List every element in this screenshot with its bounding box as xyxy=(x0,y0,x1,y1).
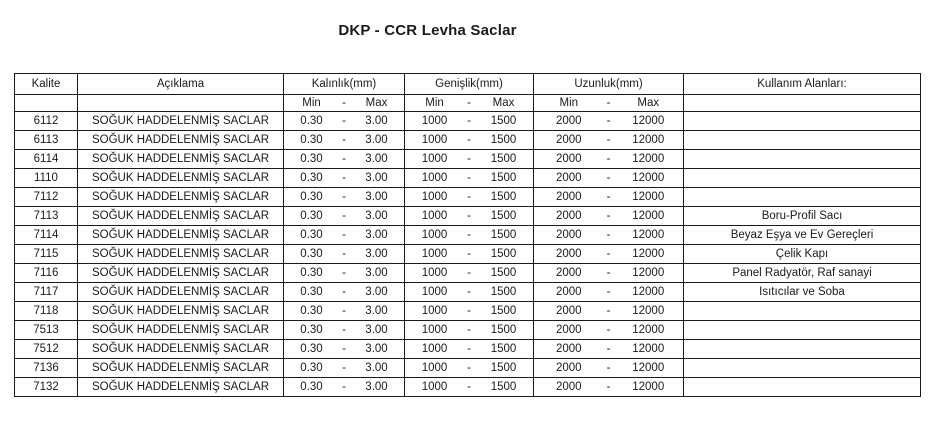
kalinlik-max-value: 3.00 xyxy=(365,172,388,184)
kalinlik-max-value: 3.00 xyxy=(365,153,388,165)
kalinlik-cell xyxy=(284,207,405,226)
kullanim-cell: Çelik Kapı xyxy=(684,245,921,264)
kalinlik-max-value: 3.00 xyxy=(365,248,388,260)
kalinlik-cell xyxy=(284,169,405,188)
genislik-max-value: 1500 xyxy=(490,134,517,146)
kalinlik-min-value: 0.30 xyxy=(300,362,323,374)
max-label: Max xyxy=(637,97,660,109)
genislik-max-value: 1500 xyxy=(490,267,517,279)
genislik-min-value: 1000 xyxy=(421,229,448,241)
kalinlik-min-value: 0.30 xyxy=(300,134,323,146)
uzunluk-min-value: 2000 xyxy=(555,115,582,127)
aciklama-cell: SOĞUK HADDELENMİŞ SACLAR xyxy=(78,321,284,340)
genislik-max-value: 1500 xyxy=(490,343,517,355)
kalinlik-max-value: 3.00 xyxy=(365,381,388,393)
uzunluk-cell xyxy=(534,112,684,131)
aciklama-cell: SOĞUK HADDELENMİŞ SACLAR xyxy=(78,245,284,264)
genislik-cell xyxy=(405,378,534,397)
genislik-min-value: 1000 xyxy=(421,381,448,393)
range-dash: - xyxy=(467,343,471,355)
min-label: Min xyxy=(425,97,444,109)
table-row xyxy=(15,283,921,302)
uzunluk-cell xyxy=(534,283,684,302)
kalinlik-min-value: 0.30 xyxy=(300,248,323,260)
uzunluk-max-value: 12000 xyxy=(632,324,665,336)
kullanim-cell xyxy=(684,169,921,188)
genislik-cell xyxy=(405,188,534,207)
genislik-max-value: 1500 xyxy=(490,172,517,184)
table-body xyxy=(15,74,921,397)
range-dash: - xyxy=(606,286,611,298)
range-dash: - xyxy=(467,248,471,260)
range-dash: - xyxy=(467,362,471,374)
kalite-cell: 7116 xyxy=(15,264,78,283)
genislik-cell xyxy=(405,112,534,131)
table-row xyxy=(15,359,921,378)
kalinlik-cell xyxy=(284,359,405,378)
uzunluk-min-value: 2000 xyxy=(555,286,582,298)
genislik-min-value: 1000 xyxy=(421,324,448,336)
kullanim-cell xyxy=(684,359,921,378)
kalite-cell: 6112 xyxy=(15,112,78,131)
genislik-min-value: 1000 xyxy=(421,115,448,127)
uzunluk-max-value: 12000 xyxy=(632,248,665,260)
genislik-min-value: 1000 xyxy=(421,134,448,146)
genislik-min-value: 1000 xyxy=(421,210,448,222)
kalinlik-min-value: 0.30 xyxy=(300,153,323,165)
genislik-min-value: 1000 xyxy=(421,153,448,165)
table-row xyxy=(15,302,921,321)
genislik-cell xyxy=(405,245,534,264)
kalinlik-max-value: 3.00 xyxy=(365,115,388,127)
uzunluk-max-value: 12000 xyxy=(632,134,665,146)
kalinlik-max-value: 3.00 xyxy=(365,229,388,241)
range-dash: - xyxy=(606,324,611,336)
kalinlik-max-value: 3.00 xyxy=(365,343,388,355)
kullanim-cell: Panel Radyatör, Raf sanayi xyxy=(684,264,921,283)
uzunluk-cell xyxy=(534,378,684,397)
header-genislik: Genişlik(mm) xyxy=(405,74,534,95)
kullanim-cell: Isıtıcılar ve Soba xyxy=(684,283,921,302)
uzunluk-cell xyxy=(534,321,684,340)
range-dash: - xyxy=(467,305,471,317)
range-dash: - xyxy=(342,97,346,109)
kalinlik-max-value: 3.00 xyxy=(365,286,388,298)
kullanim-cell xyxy=(684,188,921,207)
kalinlik-cell xyxy=(284,112,405,131)
kullanim-cell: Boru-Profil Sacı xyxy=(684,207,921,226)
kullanim-cell xyxy=(684,131,921,150)
genislik-max-value: 1500 xyxy=(490,324,517,336)
range-dash: - xyxy=(606,267,611,279)
range-dash: - xyxy=(467,267,471,279)
uzunluk-cell xyxy=(534,340,684,359)
kalinlik-max-value: 3.00 xyxy=(365,305,388,317)
uzunluk-min-value: 2000 xyxy=(555,324,582,336)
range-dash: - xyxy=(606,229,611,241)
kullanim-cell xyxy=(684,340,921,359)
uzunluk-max-value: 12000 xyxy=(632,210,665,222)
genislik-min-value: 1000 xyxy=(421,305,448,317)
aciklama-cell: SOĞUK HADDELENMİŞ SACLAR xyxy=(78,340,284,359)
range-dash: - xyxy=(342,248,346,260)
header-uzunluk: Uzunluk(mm) xyxy=(534,74,684,95)
aciklama-cell: SOĞUK HADDELENMİŞ SACLAR xyxy=(78,283,284,302)
genislik-min-value: 1000 xyxy=(421,267,448,279)
table-row xyxy=(15,207,921,226)
kalinlik-min-value: 0.30 xyxy=(300,191,323,203)
uzunluk-min-value: 2000 xyxy=(555,362,582,374)
table-row xyxy=(15,169,921,188)
spec-table xyxy=(14,73,921,397)
range-dash: - xyxy=(467,229,471,241)
table-row xyxy=(15,321,921,340)
table-row xyxy=(15,226,921,245)
range-dash: - xyxy=(467,381,471,393)
kalite-cell: 7118 xyxy=(15,302,78,321)
kalinlik-max-value: 3.00 xyxy=(365,191,388,203)
uzunluk-min-value: 2000 xyxy=(555,267,582,279)
uzunluk-max-value: 12000 xyxy=(632,305,665,317)
kalinlik-max-value: 3.00 xyxy=(365,134,388,146)
aciklama-cell: SOĞUK HADDELENMİŞ SACLAR xyxy=(78,169,284,188)
range-dash: - xyxy=(342,286,346,298)
min-label: Min xyxy=(302,97,321,109)
genislik-cell xyxy=(405,359,534,378)
range-dash: - xyxy=(342,362,346,374)
kalite-cell: 7132 xyxy=(15,378,78,397)
range-dash: - xyxy=(342,115,346,127)
range-dash: - xyxy=(606,305,611,317)
kalinlik-cell xyxy=(284,245,405,264)
range-dash: - xyxy=(342,305,346,317)
range-dash: - xyxy=(342,172,346,184)
uzunluk-cell xyxy=(534,302,684,321)
kalinlik-max-value: 3.00 xyxy=(365,324,388,336)
kalite-cell: 7112 xyxy=(15,188,78,207)
kalinlik-cell xyxy=(284,340,405,359)
kalinlik-min-value: 0.30 xyxy=(300,381,323,393)
table-row xyxy=(15,378,921,397)
header-kullanim: Kullanım Alanları: xyxy=(684,74,921,95)
range-dash: - xyxy=(606,381,611,393)
uzunluk-max-value: 12000 xyxy=(632,286,665,298)
kalinlik-min-value: 0.30 xyxy=(300,229,323,241)
kalite-cell: 7513 xyxy=(15,321,78,340)
header-row xyxy=(15,74,921,95)
uzunluk-min-value: 2000 xyxy=(555,305,582,317)
range-dash: - xyxy=(606,172,611,184)
kalinlik-min-value: 0.30 xyxy=(300,286,323,298)
uzunluk-cell xyxy=(534,169,684,188)
range-dash: - xyxy=(606,134,611,146)
kullanim-cell xyxy=(684,378,921,397)
uzunluk-cell xyxy=(534,131,684,150)
kalinlik-cell xyxy=(284,131,405,150)
aciklama-cell: SOĞUK HADDELENMİŞ SACLAR xyxy=(78,264,284,283)
aciklama-cell: SOĞUK HADDELENMİŞ SACLAR xyxy=(78,207,284,226)
header-kalinlik: Kalınlık(mm) xyxy=(284,74,405,95)
kalinlik-cell xyxy=(284,321,405,340)
table-row xyxy=(15,131,921,150)
kalinlik-cell xyxy=(284,226,405,245)
genislik-min-value: 1000 xyxy=(421,191,448,203)
range-dash: - xyxy=(342,210,346,222)
aciklama-cell: SOĞUK HADDELENMİŞ SACLAR xyxy=(78,378,284,397)
genislik-min-value: 1000 xyxy=(421,286,448,298)
aciklama-cell: SOĞUK HADDELENMİŞ SACLAR xyxy=(78,302,284,321)
range-dash: - xyxy=(606,343,611,355)
subheader-kalite-empty xyxy=(15,95,78,112)
kullanim-cell xyxy=(684,150,921,169)
uzunluk-max-value: 12000 xyxy=(632,172,665,184)
page-title: DKP - CCR Levha Saclar xyxy=(338,22,517,39)
genislik-cell xyxy=(405,321,534,340)
uzunluk-min-value: 2000 xyxy=(555,248,582,260)
uzunluk-max-value: 12000 xyxy=(632,115,665,127)
kalinlik-min-value: 0.30 xyxy=(300,343,323,355)
aciklama-cell: SOĞUK HADDELENMİŞ SACLAR xyxy=(78,188,284,207)
kalite-cell: 7115 xyxy=(15,245,78,264)
aciklama-cell: SOĞUK HADDELENMİŞ SACLAR xyxy=(78,131,284,150)
kullanim-cell: Beyaz Eşya ve Ev Gereçleri xyxy=(684,226,921,245)
genislik-min-value: 1000 xyxy=(421,248,448,260)
subheader-genislik-minmax xyxy=(405,95,534,112)
uzunluk-cell xyxy=(534,226,684,245)
uzunluk-max-value: 12000 xyxy=(632,191,665,203)
uzunluk-min-value: 2000 xyxy=(555,229,582,241)
range-dash: - xyxy=(467,115,471,127)
uzunluk-cell xyxy=(534,188,684,207)
range-dash: - xyxy=(342,343,346,355)
genislik-cell xyxy=(405,226,534,245)
uzunluk-min-value: 2000 xyxy=(555,210,582,222)
range-dash: - xyxy=(467,191,471,203)
uzunluk-max-value: 12000 xyxy=(632,362,665,374)
uzunluk-cell xyxy=(534,359,684,378)
range-dash: - xyxy=(606,153,611,165)
kalinlik-cell xyxy=(284,302,405,321)
kalinlik-min-value: 0.30 xyxy=(300,305,323,317)
uzunluk-max-value: 12000 xyxy=(632,153,665,165)
header-kalite: Kalite xyxy=(15,74,78,95)
kalite-cell: 7114 xyxy=(15,226,78,245)
kalinlik-cell xyxy=(284,378,405,397)
uzunluk-cell xyxy=(534,245,684,264)
uzunluk-max-value: 12000 xyxy=(632,267,665,279)
range-dash: - xyxy=(606,97,611,109)
uzunluk-min-value: 2000 xyxy=(555,153,582,165)
uzunluk-min-value: 2000 xyxy=(555,191,582,203)
uzunluk-max-value: 12000 xyxy=(632,343,665,355)
range-dash: - xyxy=(606,248,611,260)
max-label: Max xyxy=(492,97,515,109)
subheader-kalinlik-minmax xyxy=(284,95,405,112)
range-dash: - xyxy=(342,191,346,203)
kalinlik-min-value: 0.30 xyxy=(300,267,323,279)
table-row xyxy=(15,340,921,359)
genislik-max-value: 1500 xyxy=(490,210,517,222)
genislik-max-value: 1500 xyxy=(490,229,517,241)
genislik-max-value: 1500 xyxy=(490,191,517,203)
table-row xyxy=(15,150,921,169)
range-dash: - xyxy=(342,324,346,336)
range-dash: - xyxy=(467,286,471,298)
genislik-min-value: 1000 xyxy=(421,172,448,184)
aciklama-cell: SOĞUK HADDELENMİŞ SACLAR xyxy=(78,150,284,169)
kalinlik-cell xyxy=(284,150,405,169)
uzunluk-max-value: 12000 xyxy=(632,381,665,393)
uzunluk-max-value: 12000 xyxy=(632,229,665,241)
kalite-cell: 7113 xyxy=(15,207,78,226)
range-dash: - xyxy=(467,97,471,109)
range-dash: - xyxy=(606,115,611,127)
range-dash: - xyxy=(606,191,611,203)
uzunluk-min-value: 2000 xyxy=(555,134,582,146)
kalinlik-cell xyxy=(284,283,405,302)
kalinlik-max-value: 3.00 xyxy=(365,362,388,374)
kalite-cell: 7117 xyxy=(15,283,78,302)
kalinlik-cell xyxy=(284,264,405,283)
table-row xyxy=(15,112,921,131)
uzunluk-min-value: 2000 xyxy=(555,381,582,393)
aciklama-cell: SOĞUK HADDELENMİŞ SACLAR xyxy=(78,359,284,378)
kalinlik-min-value: 0.30 xyxy=(300,115,323,127)
range-dash: - xyxy=(342,229,346,241)
range-dash: - xyxy=(467,172,471,184)
subheader-kullanim-empty xyxy=(684,95,921,112)
genislik-max-value: 1500 xyxy=(490,286,517,298)
genislik-max-value: 1500 xyxy=(490,381,517,393)
kalinlik-min-value: 0.30 xyxy=(300,324,323,336)
range-dash: - xyxy=(342,153,346,165)
uzunluk-min-value: 2000 xyxy=(555,172,582,184)
uzunluk-cell xyxy=(534,207,684,226)
genislik-cell xyxy=(405,340,534,359)
uzunluk-min-value: 2000 xyxy=(555,343,582,355)
table-row xyxy=(15,188,921,207)
min-label: Min xyxy=(559,97,579,109)
kalinlik-min-value: 0.30 xyxy=(300,210,323,222)
range-dash: - xyxy=(467,134,471,146)
kalinlik-cell xyxy=(284,188,405,207)
range-dash: - xyxy=(342,134,346,146)
range-dash: - xyxy=(606,362,611,374)
kullanim-cell xyxy=(684,112,921,131)
subheader-aciklama-empty xyxy=(78,95,284,112)
subheader-row xyxy=(15,95,921,112)
genislik-max-value: 1500 xyxy=(490,115,517,127)
genislik-cell xyxy=(405,302,534,321)
range-dash: - xyxy=(467,210,471,222)
kalite-cell: 1110 xyxy=(15,169,78,188)
genislik-min-value: 1000 xyxy=(421,343,448,355)
genislik-cell xyxy=(405,150,534,169)
genislik-max-value: 1500 xyxy=(490,153,517,165)
kullanim-cell xyxy=(684,321,921,340)
genislik-cell xyxy=(405,207,534,226)
aciklama-cell: SOĞUK HADDELENMİŞ SACLAR xyxy=(78,226,284,245)
genislik-max-value: 1500 xyxy=(490,362,517,374)
aciklama-cell: SOĞUK HADDELENMİŞ SACLAR xyxy=(78,112,284,131)
kalite-cell: 7512 xyxy=(15,340,78,359)
kalite-cell: 6114 xyxy=(15,150,78,169)
uzunluk-cell xyxy=(534,264,684,283)
header-aciklama: Açıklama xyxy=(78,74,284,95)
genislik-cell xyxy=(405,283,534,302)
range-dash: - xyxy=(342,381,346,393)
kullanim-cell xyxy=(684,302,921,321)
uzunluk-cell xyxy=(534,150,684,169)
kalinlik-max-value: 3.00 xyxy=(365,210,388,222)
genislik-cell xyxy=(405,131,534,150)
kalinlik-max-value: 3.00 xyxy=(365,267,388,279)
genislik-min-value: 1000 xyxy=(421,362,448,374)
subheader-uzunluk-minmax xyxy=(534,95,684,112)
kalite-cell: 7136 xyxy=(15,359,78,378)
table-row xyxy=(15,245,921,264)
range-dash: - xyxy=(467,153,471,165)
table-row xyxy=(15,264,921,283)
range-dash: - xyxy=(467,324,471,336)
kalite-cell: 6113 xyxy=(15,131,78,150)
kalinlik-min-value: 0.30 xyxy=(300,172,323,184)
genislik-max-value: 1500 xyxy=(490,305,517,317)
range-dash: - xyxy=(606,210,611,222)
range-dash: - xyxy=(342,267,346,279)
max-label: Max xyxy=(365,97,388,109)
genislik-cell xyxy=(405,169,534,188)
genislik-cell xyxy=(405,264,534,283)
genislik-max-value: 1500 xyxy=(490,248,517,260)
